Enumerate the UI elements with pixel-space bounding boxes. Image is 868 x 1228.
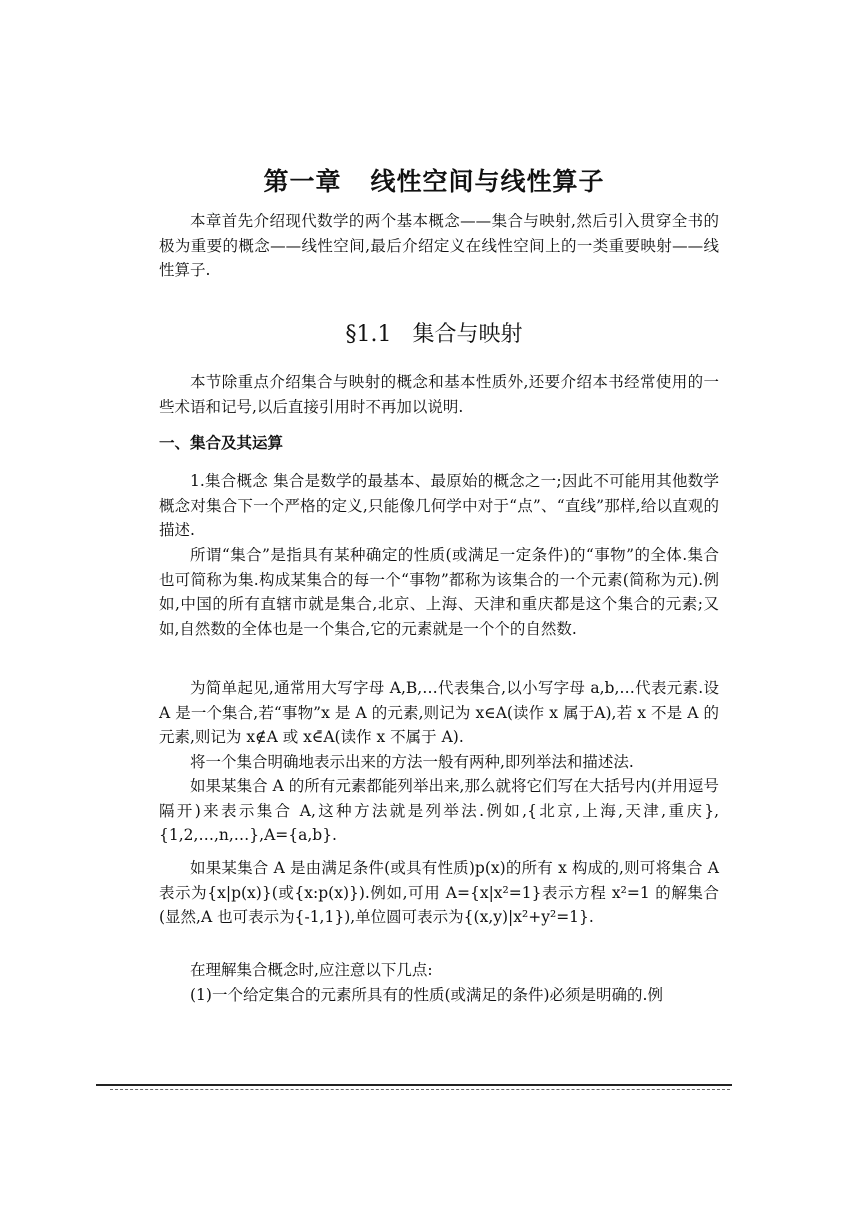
paragraph-note-1: (1)一个给定集合的元素所具有的性质(或满足的条件)必须是明确的.例 — [190, 986, 663, 1004]
intro-paragraph: 本章首先介绍现代数学的两个基本概念——集合与映射,然后引入贯穿全书的极为重要的概念——线性空间,最后介绍定义在线性空间上的一类重要映射——线性算子. — [159, 212, 719, 279]
bottom-rule-thin — [110, 1089, 730, 1090]
section-title: §1.1 集合与映射 — [345, 322, 523, 347]
bottom-rule — [96, 1084, 732, 1086]
chapter-title: 第一章 线性空间与线性算子 — [263, 167, 605, 196]
paragraph-notation: 为简单起见,通常用大写字母 A,B,…代表集合,以小写字母 a,b,…代表元素.设 A 是一个集合,若“事物”x 是 A 的元素,则记为 x∈A(读作 x 属于A),若 x 不是 A 的元素,则记为 x∉A 或 x∈̄A(读作 x 不属于 A). — [159, 679, 719, 746]
paragraph-enumeration: 如果某集合 A 的所有元素都能列举出来,那么就将它们写在大括号内(并用逗号隔开)来表示集合 A,这种方法就是列举法.例如,{北京,上海,天津,重庆},{1,2,…,n,…},A={a,b}. — [159, 777, 719, 844]
section-intro-paragraph: 本节除重点介绍集合与映射的概念和基本性质外,还要介绍本书经常使用的一些术语和记号,以后直接引用时不再加以说明. — [159, 373, 719, 416]
subheading: 一、集合及其运算 — [159, 434, 284, 452]
paragraph-two-methods: 将一个集合明确地表示出来的方法一般有两种,即列举法和描述法. — [190, 753, 634, 771]
paragraph-description: 如果某集合 A 是由满足条件(或具有性质)p(x)的所有 x 构成的,则可将集合 A 表示为{x|p(x)}(或{x:p(x)}).例如,可用 A={x|x²=1}表示方程 x²=1 的解集合(显然,A 也可表示为{-1,1}),单位圆可表示为{(x,y)|x²+y²=1}. — [159, 859, 719, 926]
paragraph-set-concept: 1.集合概念 集合是数学的最基本、最原始的概念之一;因此不可能用其他数学概念对集合下一个严格的定义,只能像几何学中对于“点”、“直线”那样,给以直观的描述. — [159, 472, 719, 539]
paragraph-set-definition: 所谓“集合”是指具有某种确定的性质(或满足一定条件)的“事物”的全体.集合也可简称为集.构成某集合的每一个“事物”都称为该集合的一个元素(简称为元).例如,中国的所有直辖市就是集合,北京、上海、天津和重庆都是这个集合的元素;又如,自然数的全体也是一个集合,它的元素就是一个个的自然数. — [159, 546, 719, 638]
paragraph-notes-intro: 在理解集合概念时,应注意以下几点: — [190, 961, 433, 979]
